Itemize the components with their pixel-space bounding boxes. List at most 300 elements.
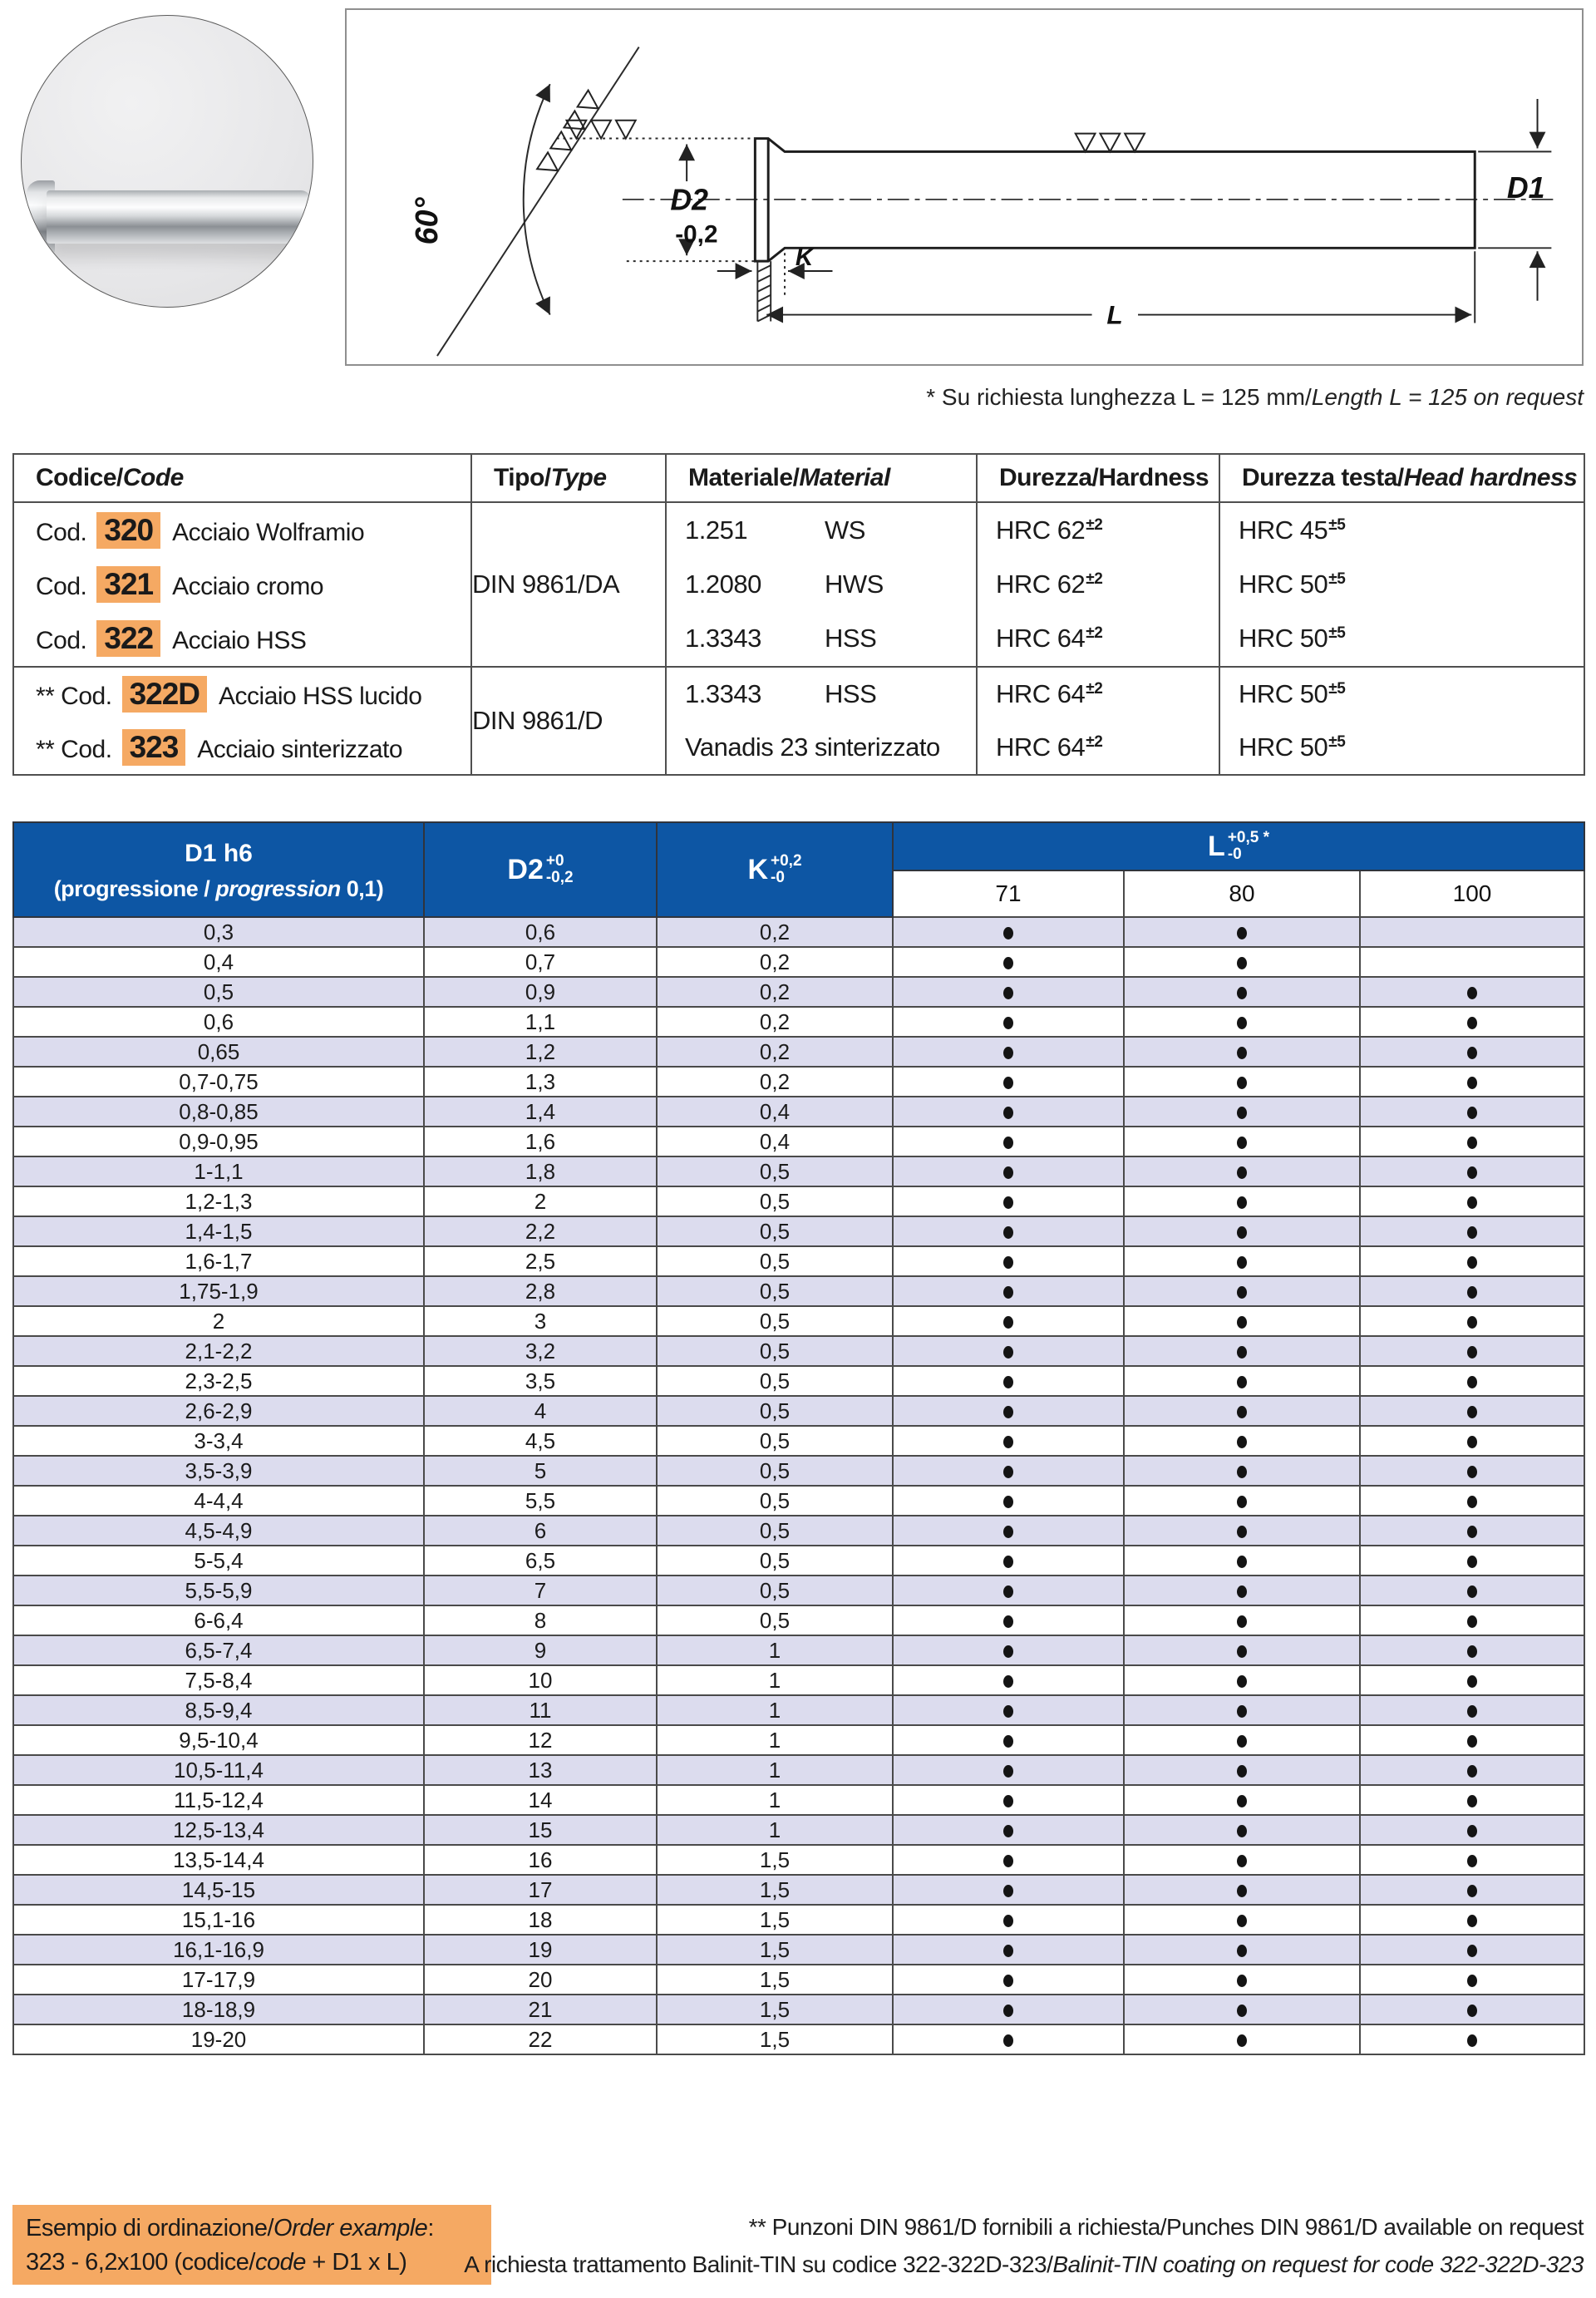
d2-cell: 6 <box>424 1516 657 1546</box>
code-line: ** Cod. 323 Acciaio sinterizzato <box>36 730 403 764</box>
l-availability-cell <box>1124 1635 1360 1665</box>
l-availability-cell <box>1124 1725 1360 1755</box>
punch-shaft-image <box>47 190 311 244</box>
size-row <box>13 917 1584 947</box>
availability-dot <box>1467 1645 1477 1658</box>
availability-dot <box>1003 987 1013 999</box>
l-availability-cell <box>893 1067 1124 1097</box>
l-availability-cell <box>1360 1845 1584 1875</box>
k-cell: 0,5 <box>657 1306 893 1336</box>
d2-cell: 16 <box>424 1845 657 1875</box>
availability-dot <box>1003 1585 1013 1598</box>
availability-dot <box>1003 1615 1013 1628</box>
size-row <box>13 1546 1584 1576</box>
availability-dot <box>1237 1675 1247 1688</box>
d1-cell: 0,65 <box>13 1037 424 1067</box>
code-line: Cod. 321 Acciaio cromo <box>36 566 324 601</box>
availability-dot <box>1467 1376 1477 1388</box>
order-example-line2: 323 - 6,2x100 (codice/code + D1 x L) <box>26 2249 407 2276</box>
order-example-line1: Esempio di ordinazione/Order example: <box>26 2215 434 2241</box>
l-availability-cell <box>893 1216 1124 1246</box>
d1-cell: 2,1-2,2 <box>13 1336 424 1366</box>
d1-cell: 1,4-1,5 <box>13 1216 424 1246</box>
size-row <box>13 1755 1584 1785</box>
k-cell: 1 <box>657 1785 893 1815</box>
l-availability-cell <box>893 1755 1124 1785</box>
d2-cell: 19 <box>424 1935 657 1965</box>
l-availability-cell <box>893 917 1124 947</box>
d1-cell: 1,2-1,3 <box>13 1186 424 1216</box>
l-availability-cell <box>893 1665 1124 1695</box>
header-codice: Codice/Code <box>13 454 471 502</box>
durezza-cell: HRC $62^{\pm 2}$ HRC $62^{\pm 2}$ HRC $64^{\pm 2}$ <box>977 502 1219 667</box>
l-availability-cell <box>1360 1486 1584 1516</box>
k-cell: 1,5 <box>657 1935 893 1965</box>
size-row <box>13 1067 1584 1097</box>
l-availability-cell <box>1124 1965 1360 1995</box>
l-availability-cell <box>1124 2024 1360 2054</box>
l-availability-cell <box>1124 1695 1360 1725</box>
d1-cell: 0,6 <box>13 1007 424 1037</box>
d1-cell: 3,5-3,9 <box>13 1456 424 1486</box>
size-row <box>13 1605 1584 1635</box>
l-availability-cell <box>1124 1815 1360 1845</box>
l-availability-cell <box>893 1605 1124 1635</box>
l-availability-cell <box>1360 1097 1584 1127</box>
code-badge: 320 <box>96 512 160 549</box>
k-cell: 0,2 <box>657 947 893 977</box>
surface-finish-icon <box>566 121 635 139</box>
code-line: Cod. 322 Acciaio HSS <box>36 621 307 656</box>
availability-dot <box>1467 2005 1477 2017</box>
availability-dot <box>1003 1795 1013 1807</box>
l-availability-cell <box>1124 1995 1360 2024</box>
availability-dot <box>1237 1376 1247 1388</box>
availability-dot <box>1467 987 1477 999</box>
k-cell: 1,5 <box>657 1995 893 2024</box>
size-row <box>13 1156 1584 1186</box>
header-l-80: 80 <box>1124 870 1360 917</box>
l-availability-cell <box>1124 1605 1360 1635</box>
l-availability-cell <box>1360 1725 1584 1755</box>
footnote-2: A richiesta trattamento Balinit-TIN su codice 322-322D-323/Balinit-TIN coating on request for code 322-322D-323 <box>464 2251 1584 2277</box>
l-availability-cell <box>893 1695 1124 1725</box>
availability-dot <box>1467 1885 1477 1897</box>
k-cell: 0,4 <box>657 1097 893 1127</box>
d1-cell: 15,1-16 <box>13 1905 424 1935</box>
availability-dot <box>1237 1825 1247 1837</box>
code-badge: 323 <box>122 729 186 766</box>
l-availability-cell <box>893 1127 1124 1156</box>
l-availability-cell <box>1360 1127 1584 1156</box>
d1-cell: 1,6-1,7 <box>13 1246 424 1276</box>
code-line: Cod. 320 Acciaio Wolframio <box>36 512 365 547</box>
availability-dot <box>1003 1047 1013 1059</box>
d1-cell: 6-6,4 <box>13 1605 424 1635</box>
footnotes <box>464 2208 1584 2283</box>
d2-cell: 7 <box>424 1576 657 1605</box>
k-cell: 1,5 <box>657 1845 893 1875</box>
d1-cell: 6,5-7,4 <box>13 1635 424 1665</box>
header-l-71: 71 <box>893 870 1124 917</box>
availability-dot <box>1467 2034 1477 2047</box>
availability-dot <box>1237 1765 1247 1778</box>
size-row <box>13 1306 1584 1336</box>
availability-dot <box>1467 1196 1477 1209</box>
l-availability-cell <box>1124 917 1360 947</box>
tipo-cell: DIN 9861/D <box>471 667 666 775</box>
codice-cell <box>13 502 471 667</box>
availability-dot <box>1003 1316 1013 1329</box>
l-availability-cell <box>893 1635 1124 1665</box>
size-row <box>13 1127 1584 1156</box>
k-dimension-label: K <box>795 244 814 272</box>
availability-dot <box>1003 1526 1013 1538</box>
k-cell: 0,5 <box>657 1186 893 1216</box>
k-cell: 0,5 <box>657 1276 893 1306</box>
tipo-cell: DIN 9861/DA <box>471 502 666 667</box>
k-cell: 0,5 <box>657 1576 893 1605</box>
size-table-header-row <box>13 822 1584 870</box>
code-badge: 322 <box>96 620 160 657</box>
d1-dimension-label: D1 <box>1506 170 1545 205</box>
l-availability-cell <box>893 1995 1124 2024</box>
order-example-box <box>12 2205 491 2285</box>
l-availability-cell <box>1124 1246 1360 1276</box>
l-availability-cell <box>1124 1007 1360 1037</box>
size-row <box>13 1456 1584 1486</box>
d2-cell: 5,5 <box>424 1486 657 1516</box>
availability-dot <box>1237 1166 1247 1179</box>
k-cell: 0,5 <box>657 1366 893 1396</box>
hatch-strip <box>757 261 771 321</box>
d2-cell: 3,5 <box>424 1366 657 1396</box>
l-availability-cell <box>1124 1127 1360 1156</box>
l-availability-cell <box>1360 1965 1584 1995</box>
k-cell: 0,5 <box>657 1426 893 1456</box>
l-availability-cell <box>893 1815 1124 1845</box>
d1-cell: 5,5-5,9 <box>13 1576 424 1605</box>
availability-dot <box>1003 1196 1013 1209</box>
availability-dot <box>1237 1466 1247 1478</box>
l-availability-cell <box>1360 1755 1584 1785</box>
size-row <box>13 1486 1584 1516</box>
availability-dot <box>1467 1795 1477 1807</box>
size-row <box>13 1576 1584 1605</box>
k-cell: 0,5 <box>657 1456 893 1486</box>
availability-dot <box>1237 2034 1247 2047</box>
l-availability-cell <box>1124 1785 1360 1815</box>
footnote-1: ** Punzoni DIN 9861/D fornibili a richiesta/Punches DIN 9861/D available on request <box>748 2214 1584 2240</box>
l-availability-cell <box>893 1785 1124 1815</box>
l-availability-cell <box>1124 1216 1360 1246</box>
l-dimension-label: L <box>1106 299 1123 330</box>
l-availability-cell <box>1360 947 1584 977</box>
d1-cell: 12,5-13,4 <box>13 1815 424 1845</box>
availability-dot <box>1237 2005 1247 2017</box>
d2-cell: 20 <box>424 1965 657 1995</box>
d2-cell: 5 <box>424 1456 657 1486</box>
availability-dot <box>1237 1077 1247 1089</box>
d1-cell: 8,5-9,4 <box>13 1695 424 1725</box>
d2-cell: 8 <box>424 1605 657 1635</box>
d2-dimension-label: D2 <box>670 183 708 217</box>
availability-dot <box>1467 1765 1477 1778</box>
availability-dot <box>1003 1226 1013 1239</box>
durezza-testa-cell: HRC $50^{\pm 5}$ HRC $50^{\pm 5}$ <box>1219 667 1584 775</box>
k-cell: 0,2 <box>657 1007 893 1037</box>
materiale-cell: 1.3343 HSS Vanadis 23 sinterizzato <box>666 667 977 775</box>
header-durezza: Durezza/Hardness <box>977 454 1219 502</box>
availability-dot <box>1003 1556 1013 1568</box>
d1-cell: 0,7-0,75 <box>13 1067 424 1097</box>
technical-drawing <box>347 10 1582 364</box>
availability-dot <box>1003 1645 1013 1658</box>
availability-dot <box>1237 1855 1247 1867</box>
l-availability-cell <box>1360 1186 1584 1216</box>
availability-dot <box>1237 1526 1247 1538</box>
durezza-testa-cell: HRC $45^{\pm 5}$ HRC $50^{\pm 5}$ HRC $50^{\pm 5}$ <box>1219 502 1584 667</box>
availability-dot <box>1237 1196 1247 1209</box>
availability-dot <box>1237 1645 1247 1658</box>
l-availability-cell <box>893 1725 1124 1755</box>
availability-dot <box>1467 1316 1477 1329</box>
l-availability-cell <box>893 1336 1124 1366</box>
size-row <box>13 1845 1584 1875</box>
l-availability-cell <box>1360 1336 1584 1366</box>
k-cell: 0,5 <box>657 1605 893 1635</box>
l-availability-cell <box>893 1396 1124 1426</box>
l-availability-cell <box>1124 1186 1360 1216</box>
l-availability-cell <box>1360 1665 1584 1695</box>
availability-dot <box>1467 1585 1477 1598</box>
size-row <box>13 947 1584 977</box>
d2-cell: 4,5 <box>424 1426 657 1456</box>
l-availability-cell <box>1360 977 1584 1007</box>
cone-construction-line <box>437 47 639 357</box>
k-cell: 1,5 <box>657 1875 893 1905</box>
availability-dot <box>1467 1436 1477 1448</box>
l-availability-cell <box>1360 1246 1584 1276</box>
availability-dot <box>1467 1226 1477 1239</box>
l-availability-cell <box>893 1546 1124 1576</box>
l-availability-cell <box>1360 1516 1584 1546</box>
availability-dot <box>1237 1406 1247 1418</box>
l-availability-cell <box>893 1456 1124 1486</box>
k-cell: 0,5 <box>657 1486 893 1516</box>
availability-dot <box>1003 1436 1013 1448</box>
header-materiale: Materiale/Material <box>666 454 977 502</box>
l-availability-cell <box>1360 1456 1584 1486</box>
availability-dot <box>1237 987 1247 999</box>
availability-dot <box>1237 1795 1247 1807</box>
l-availability-cell <box>1124 1067 1360 1097</box>
l-availability-cell <box>893 1156 1124 1186</box>
l-availability-cell <box>1360 1276 1584 1306</box>
d2-cell: 14 <box>424 1785 657 1815</box>
l-availability-cell <box>1124 1156 1360 1186</box>
d1-cell: 0,9-0,95 <box>13 1127 424 1156</box>
l-availability-cell <box>893 1935 1124 1965</box>
angle-label: 60° <box>408 197 444 245</box>
l-availability-cell <box>1360 1366 1584 1396</box>
d2-cell: 2,2 <box>424 1216 657 1246</box>
availability-dot <box>1237 1436 1247 1448</box>
availability-dot <box>1003 1256 1013 1269</box>
k-cell: 0,5 <box>657 1156 893 1186</box>
size-row <box>13 1216 1584 1246</box>
d2-cell: 22 <box>424 2024 657 2054</box>
availability-dot <box>1237 1286 1247 1299</box>
d2-cell: 2 <box>424 1186 657 1216</box>
availability-dot <box>1003 1915 1013 1927</box>
l-availability-cell <box>1124 1905 1360 1935</box>
d1-cell: 9,5-10,4 <box>13 1725 424 1755</box>
header-k: K +0,2 -0 <box>657 822 893 917</box>
availability-dot <box>1467 1526 1477 1538</box>
d1-cell: 0,5 <box>13 977 424 1007</box>
size-row <box>13 1995 1584 2024</box>
availability-dot <box>1467 1017 1477 1029</box>
size-row <box>13 1246 1584 1276</box>
k-cell: 1 <box>657 1635 893 1665</box>
size-row <box>13 1186 1584 1216</box>
availability-dot <box>1003 1107 1013 1119</box>
d1-cell: 19-20 <box>13 2024 424 2054</box>
availability-dot <box>1003 1705 1013 1718</box>
d1-cell: 0,3 <box>13 917 424 947</box>
d2-cell: 3,2 <box>424 1336 657 1366</box>
d2-cell: 1,6 <box>424 1127 657 1156</box>
d2-cell: 1,2 <box>424 1037 657 1067</box>
l-availability-cell <box>1360 1605 1584 1635</box>
code-badge: 321 <box>96 566 160 603</box>
l-availability-cell <box>893 1516 1124 1546</box>
availability-dot <box>1237 1316 1247 1329</box>
availability-dot <box>1237 1915 1247 1927</box>
d2-cell: 12 <box>424 1725 657 1755</box>
l-availability-cell <box>1124 947 1360 977</box>
availability-dot <box>1467 1825 1477 1837</box>
availability-dot <box>1237 927 1247 939</box>
size-row <box>13 1336 1584 1366</box>
l-availability-cell <box>1360 1875 1584 1905</box>
size-row <box>13 1965 1584 1995</box>
size-row <box>13 1875 1584 1905</box>
l-availability-cell <box>893 1366 1124 1396</box>
availability-dot <box>1003 1765 1013 1778</box>
l-availability-cell <box>1360 1396 1584 1426</box>
d1-cell: 3-3,4 <box>13 1426 424 1456</box>
availability-dot <box>1237 1556 1247 1568</box>
availability-dot <box>1237 1017 1247 1029</box>
size-row <box>13 2024 1584 2054</box>
l-availability-cell <box>1124 1396 1360 1426</box>
l-availability-cell <box>1124 1456 1360 1486</box>
availability-dot <box>1003 1017 1013 1029</box>
size-row <box>13 1635 1584 1665</box>
availability-dot <box>1237 1346 1247 1359</box>
durezza-cell: HRC $64^{\pm 2}$ HRC $64^{\pm 2}$ <box>977 667 1219 775</box>
availability-dot <box>1467 1166 1477 1179</box>
code-line: ** Cod. 322D Acciaio HSS lucido <box>36 677 422 711</box>
k-cell: 1,5 <box>657 1905 893 1935</box>
d2-cell: 4 <box>424 1396 657 1426</box>
materiale-cell: 1.251 WS 1.2080 HWS 1.3343 HSS <box>666 502 977 667</box>
k-cell: 1 <box>657 1725 893 1755</box>
availability-dot <box>1237 1107 1247 1119</box>
availability-dot <box>1467 1077 1477 1089</box>
d1-cell: 0,8-0,85 <box>13 1097 424 1127</box>
d1-cell: 2,6-2,9 <box>13 1396 424 1426</box>
d2-cell: 3 <box>424 1306 657 1336</box>
availability-dot <box>1237 1047 1247 1059</box>
availability-dot <box>1467 1915 1477 1927</box>
l-availability-cell <box>1124 1366 1360 1396</box>
l-availability-cell <box>1124 1516 1360 1546</box>
availability-dot <box>1003 927 1013 939</box>
availability-dot <box>1003 1675 1013 1688</box>
availability-dot <box>1237 1735 1247 1748</box>
code-badge: 322D <box>122 676 207 713</box>
k-cell: 0,4 <box>657 1127 893 1156</box>
l-availability-cell <box>893 1186 1124 1216</box>
availability-dot <box>1237 1945 1247 1957</box>
l-availability-cell <box>1124 1037 1360 1067</box>
l-availability-cell <box>893 1246 1124 1276</box>
l-availability-cell <box>1124 1576 1360 1605</box>
availability-dot <box>1467 1137 1477 1149</box>
l-availability-cell <box>1124 1097 1360 1127</box>
d2-tolerance-label: -0,2 <box>675 220 718 249</box>
l-availability-cell <box>1360 1156 1584 1186</box>
l-availability-cell <box>893 1097 1124 1127</box>
size-row <box>13 1665 1584 1695</box>
header-d2: D2 +0 -0,2 <box>424 822 657 917</box>
d2-cell: 1,4 <box>424 1097 657 1127</box>
availability-dot <box>1237 1615 1247 1628</box>
k-cell: 1 <box>657 1695 893 1725</box>
availability-dot <box>1003 1376 1013 1388</box>
l-availability-cell <box>1360 1216 1584 1246</box>
availability-dot <box>1003 1466 1013 1478</box>
surface-finish-icon <box>537 91 603 180</box>
l-availability-cell <box>1360 1905 1584 1935</box>
k-cell: 0,2 <box>657 1067 893 1097</box>
surface-finish-icon <box>1076 134 1145 152</box>
d2-cell: 18 <box>424 1905 657 1935</box>
l-availability-cell <box>1124 1935 1360 1965</box>
availability-dot <box>1237 1975 1247 1987</box>
availability-dot <box>1237 957 1247 969</box>
l-availability-cell <box>893 1905 1124 1935</box>
l-availability-cell <box>1360 1426 1584 1456</box>
d2-cell: 2,5 <box>424 1246 657 1276</box>
availability-dot <box>1003 1735 1013 1748</box>
l-availability-cell <box>1360 1546 1584 1576</box>
size-row <box>13 1516 1584 1546</box>
availability-dot <box>1467 1975 1477 1987</box>
l-availability-cell <box>1360 1576 1584 1605</box>
l-availability-cell <box>1124 1336 1360 1366</box>
l-availability-cell <box>1124 977 1360 1007</box>
availability-dot <box>1003 1406 1013 1418</box>
d2-cell: 9 <box>424 1635 657 1665</box>
l-availability-cell <box>1124 1755 1360 1785</box>
codice-cell <box>13 667 471 775</box>
l-availability-cell <box>893 1576 1124 1605</box>
l-availability-cell <box>893 1007 1124 1037</box>
